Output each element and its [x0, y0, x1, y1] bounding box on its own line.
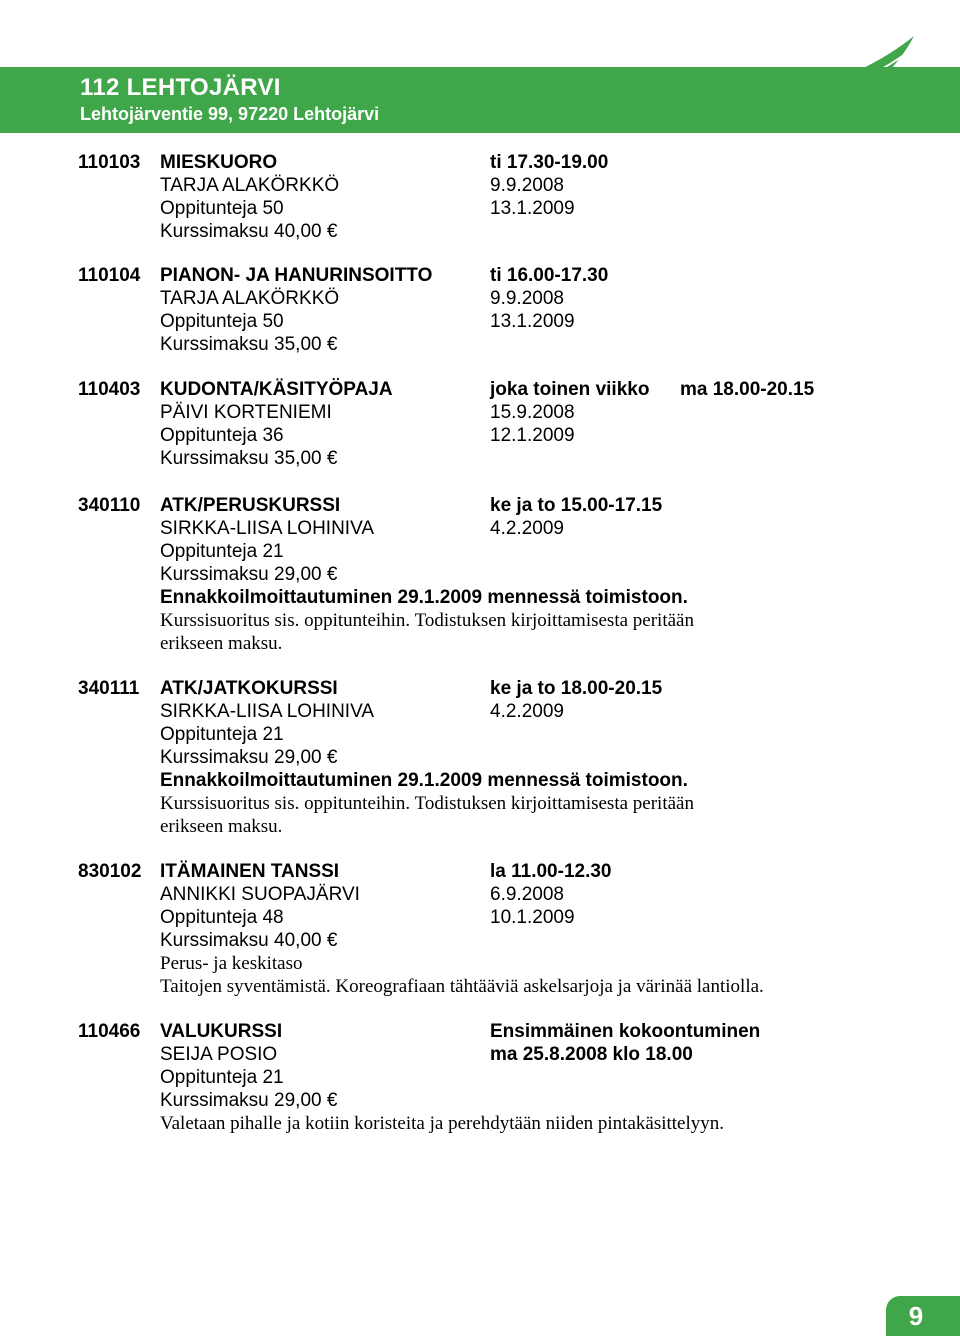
- course-fee: Kurssimaksu 29,00 €: [160, 1090, 338, 1111]
- course-code: 110403: [78, 379, 141, 400]
- course-teacher: PÄIVI KORTENIEMI: [160, 402, 332, 423]
- course-lessons: Oppitunteja 21: [160, 541, 284, 562]
- course-note: Kurssisuoritus sis. oppitunteihin. Todistuksen kirjoittamisesta peritään: [160, 793, 694, 814]
- page-number: 9: [908, 1301, 924, 1331]
- course-time: ke ja to 18.00-20.15: [490, 678, 663, 699]
- registration-note: Ennakkoilmoittautuminen 29.1.2009 mennessä toimistoon.: [160, 587, 688, 608]
- course-teacher: TARJA ALAKÖRKKÖ: [160, 288, 340, 309]
- course-end-date: 12.1.2009: [490, 425, 575, 446]
- course-time: ti 17.30-19.00: [490, 152, 609, 173]
- course-lessons: Oppitunteja 50: [160, 311, 284, 332]
- course-name: VALUKURSSI: [160, 1021, 283, 1042]
- course-note: Perus- ja keskitaso: [160, 953, 303, 974]
- course-lessons: Oppitunteja 36: [160, 425, 284, 446]
- course-time: ti 16.00-17.30: [490, 265, 609, 286]
- course-code: 110104: [78, 265, 141, 286]
- course-start-date: 6.9.2008: [490, 884, 564, 905]
- course-fee: Kurssimaksu 40,00 €: [160, 221, 338, 242]
- course-start-date: 15.9.2008: [490, 402, 575, 423]
- course-start-date: 4.2.2009: [490, 518, 564, 539]
- course-fee: Kurssimaksu 35,00 €: [160, 334, 338, 355]
- course-end-date: 10.1.2009: [490, 907, 575, 928]
- course-end-date: 13.1.2009: [490, 311, 575, 332]
- course-code: 110466: [78, 1021, 141, 1042]
- course-fee: Kurssimaksu 35,00 €: [160, 448, 338, 469]
- course-note: Valetaan pihalle ja kotiin koristeita ja perehdytään niiden pintakäsittelyyn.: [160, 1113, 725, 1134]
- course-lessons: Oppitunteja 21: [160, 724, 284, 745]
- address: Lehtojärventie 99, 97220 Lehtojärvi: [80, 104, 380, 124]
- course-teacher: SIRKKA-LIISA LOHINIVA: [160, 518, 375, 539]
- course-fee: Kurssimaksu 29,00 €: [160, 747, 338, 768]
- course-code: 340110: [78, 495, 141, 516]
- course-teacher: ANNIKKI SUOPAJÄRVI: [160, 884, 360, 905]
- course-start-date: 9.9.2008: [490, 175, 564, 196]
- course-teacher: SEIJA POSIO: [160, 1044, 278, 1065]
- course-time: ke ja to 15.00-17.15: [490, 495, 663, 516]
- course-name: ATK/PERUSKURSSI: [160, 495, 341, 516]
- course-time-detail: ma 18.00-20.15: [680, 379, 815, 400]
- course-note: Kurssisuoritus sis. oppitunteihin. Todistuksen kirjoittamisesta peritään: [160, 610, 694, 631]
- course-name: PIANON- JA HANURINSOITTO: [160, 265, 433, 286]
- course-name: ITÄMAINEN TANSSI: [160, 861, 340, 882]
- course-end-date: 13.1.2009: [490, 198, 575, 219]
- course-time: la 11.00-12.30: [490, 861, 612, 882]
- course-lessons: Oppitunteja 50: [160, 198, 284, 219]
- registration-note: Ennakkoilmoittautuminen 29.1.2009 mennessä toimistoon.: [160, 770, 688, 791]
- course-note: erikseen maksu.: [160, 816, 283, 837]
- course-name: KUDONTA/KÄSITYÖPAJA: [160, 379, 393, 400]
- course-code: 110103: [78, 152, 141, 173]
- course-note: Taitojen syventämistä. Koreografiaan tähtääviä askelsarjoja ja värinää lantiolla.: [160, 976, 764, 997]
- course-start-date: 4.2.2009: [490, 701, 564, 722]
- course-start-date: ma 25.8.2008 klo 18.00: [490, 1044, 693, 1065]
- course-fee: Kurssimaksu 40,00 €: [160, 930, 338, 951]
- course-name: MIESKUORO: [160, 152, 278, 173]
- course-lessons: Oppitunteja 21: [160, 1067, 284, 1088]
- course-start-date: 9.9.2008: [490, 288, 564, 309]
- course-note: erikseen maksu.: [160, 633, 283, 654]
- course-code: 340111: [78, 678, 140, 699]
- page-title: 112 LEHTOJÄRVI: [80, 74, 281, 101]
- course-time: Ensimmäinen kokoontuminen: [490, 1021, 761, 1042]
- course-teacher: TARJA ALAKÖRKKÖ: [160, 175, 340, 196]
- page-number-tab: [886, 1296, 960, 1336]
- course-teacher: SIRKKA-LIISA LOHINIVA: [160, 701, 375, 722]
- course-lessons: Oppitunteja 48: [160, 907, 284, 928]
- course-time: joka toinen viikko: [490, 379, 650, 400]
- course-name: ATK/JATKOKURSSI: [160, 678, 338, 699]
- course-fee: Kurssimaksu 29,00 €: [160, 564, 338, 585]
- course-code: 830102: [78, 861, 142, 882]
